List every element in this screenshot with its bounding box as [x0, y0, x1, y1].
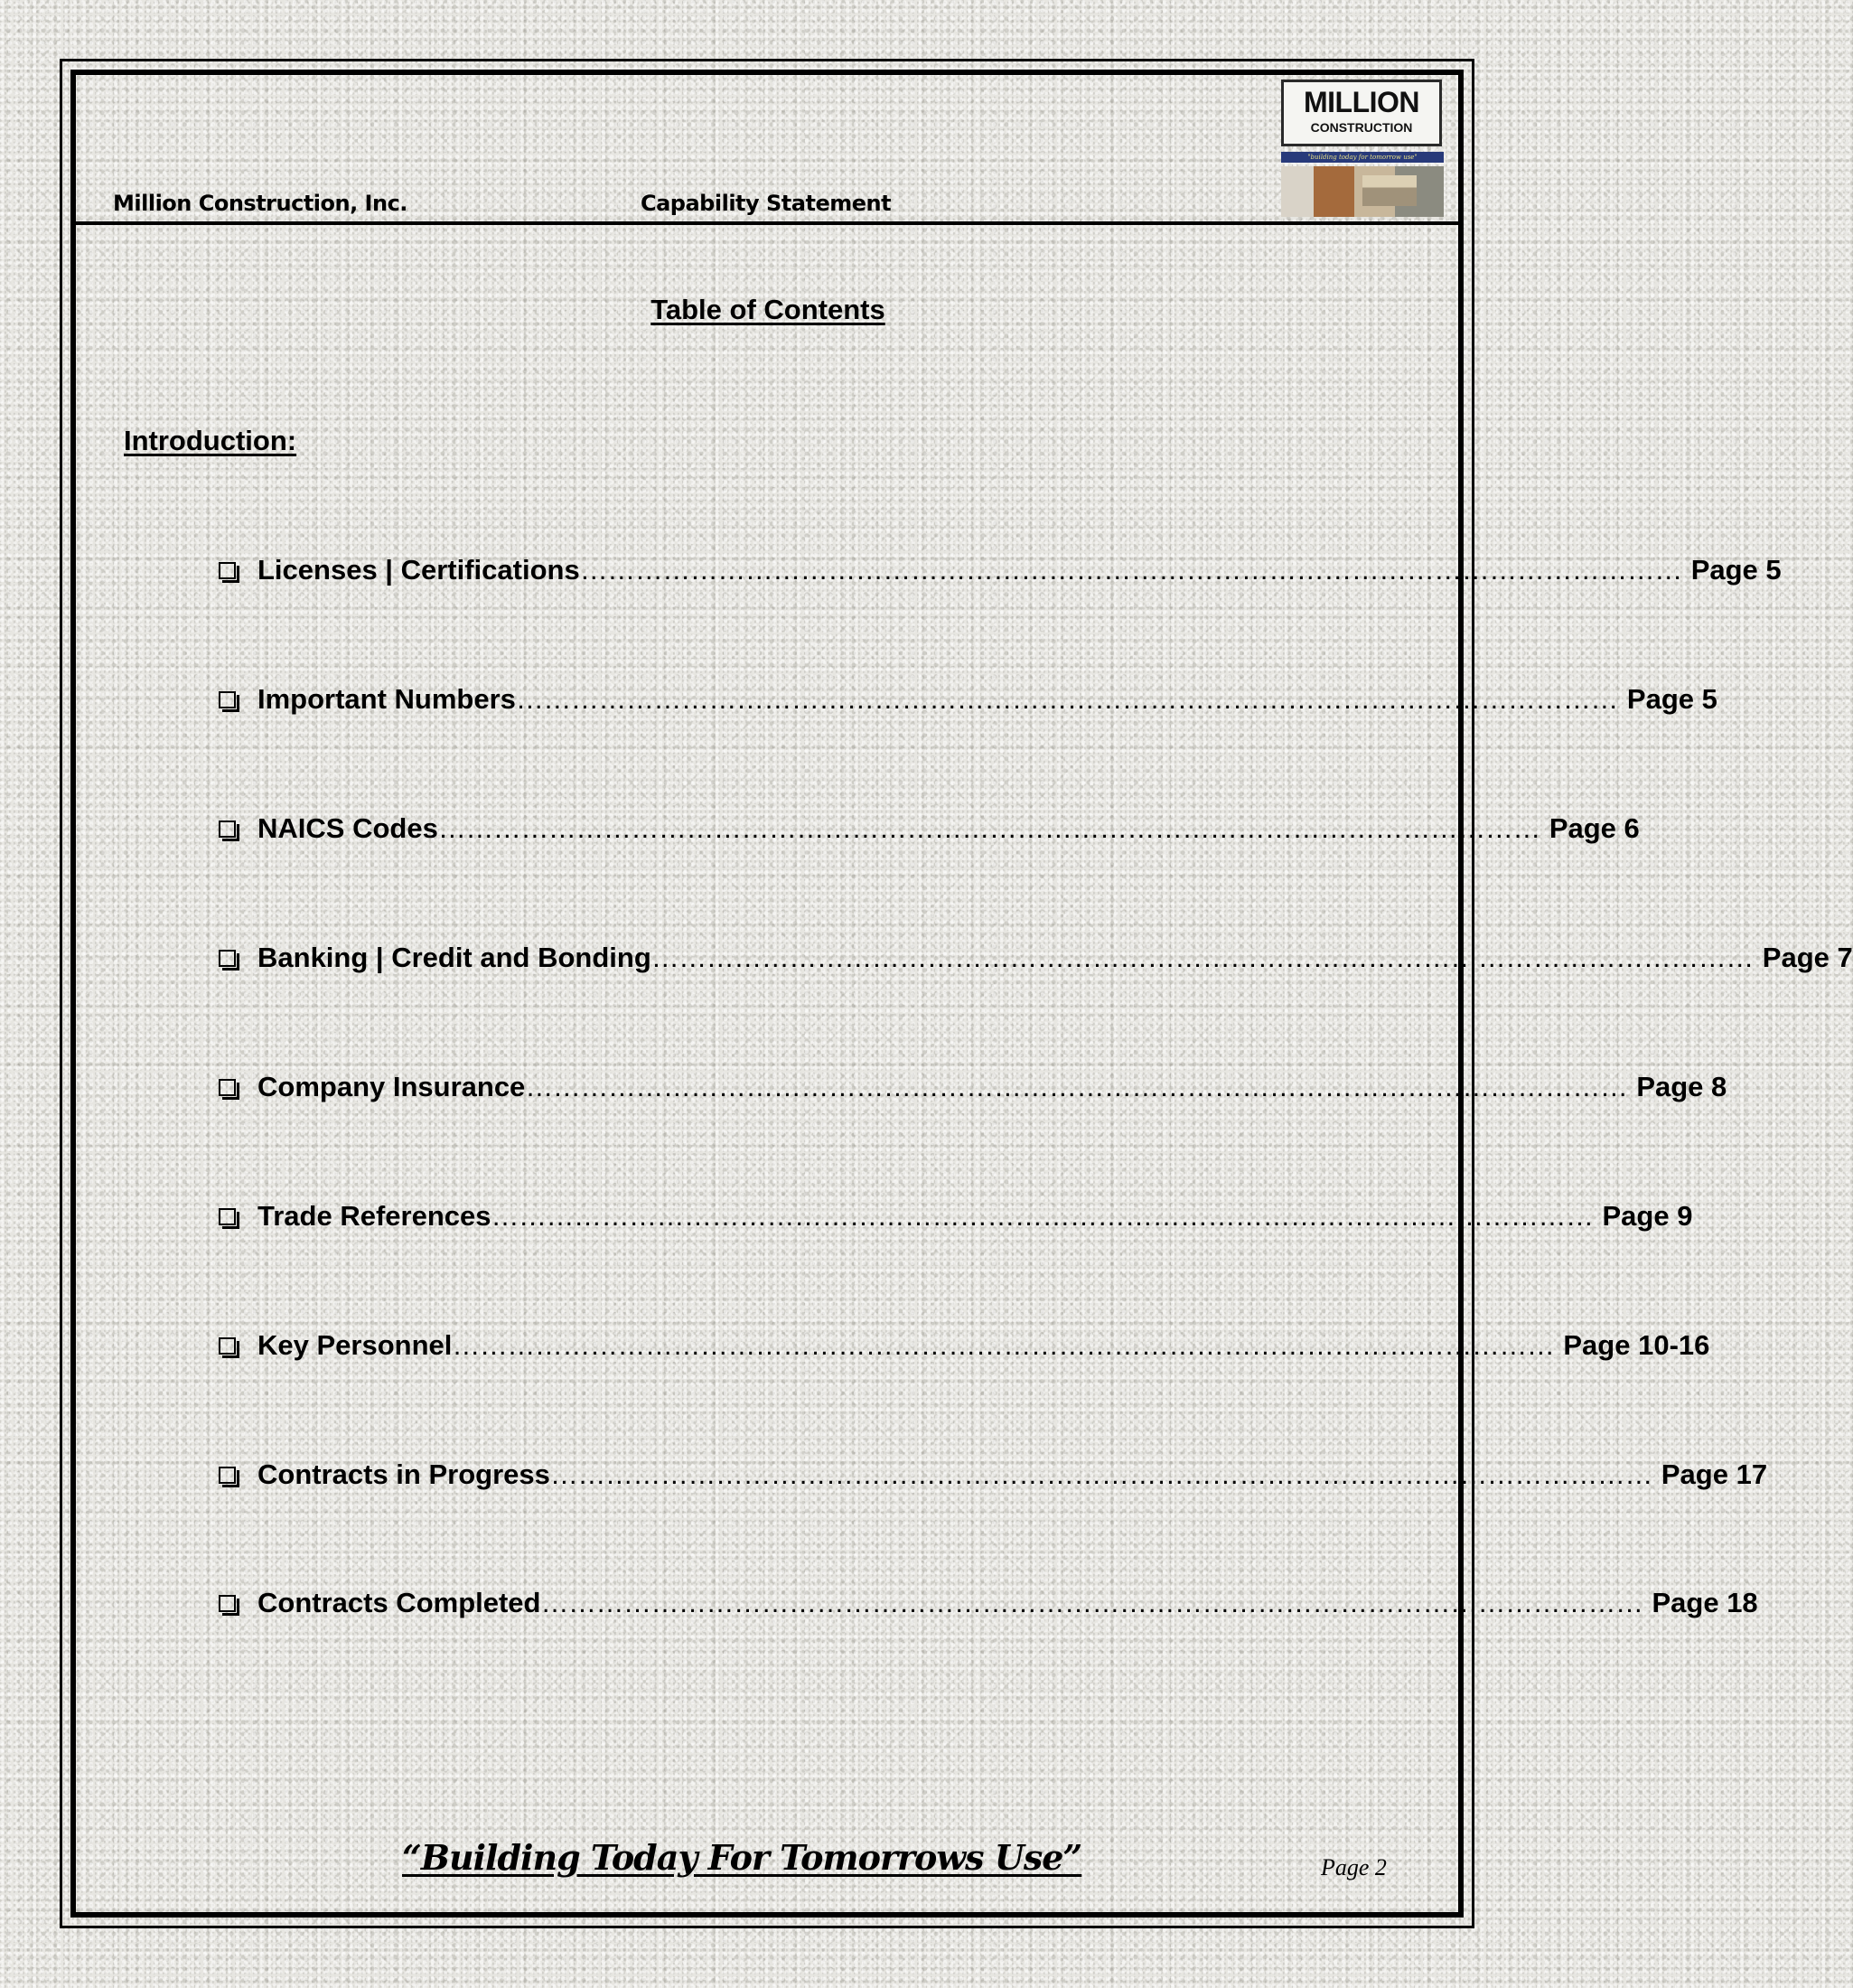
page-inner-border	[70, 70, 1464, 1918]
toc-item-label: NAICS Codes	[257, 812, 438, 844]
toc-leader-dots: …………………………………………………………………………………………………………	[525, 1071, 1628, 1102]
toc-leader-dots: …………………………………………………………………………………………………………	[437, 812, 1540, 844]
toc-item-page: Page 7	[1762, 942, 1853, 973]
toc-item	[219, 1069, 1727, 1105]
toc-item	[219, 811, 1640, 847]
toc-item-label: Important Numbers	[257, 683, 516, 715]
toc-item-label: Trade References	[257, 1200, 491, 1232]
checkbox-icon	[219, 1079, 236, 1096]
toc-item-page: Page 5	[1690, 554, 1782, 586]
toc-item-label: Contracts Completed	[257, 1587, 541, 1618]
logo-tagline: "building today for tomorrow use"	[1281, 152, 1444, 163]
checkbox-icon	[219, 562, 236, 579]
toc-leader-dots: …………………………………………………………………………………………………………	[491, 1200, 1594, 1232]
toc-section-heading: Introduction:	[124, 425, 297, 456]
toc-item	[219, 552, 1782, 588]
toc-leader-dots: …………………………………………………………………………………………………………	[515, 683, 1618, 715]
toc-leader-dots: …………………………………………………………………………………………………………	[650, 942, 1754, 973]
toc-item-label: Licenses | Certifications	[257, 554, 580, 586]
checkbox-icon	[219, 950, 236, 967]
company-logo	[1281, 80, 1446, 217]
toc-leader-dots: …………………………………………………………………………………………………………	[540, 1587, 1643, 1618]
toc-item-label: Key Personnel	[257, 1329, 453, 1361]
toc-item-page: Page 5	[1626, 683, 1717, 715]
toc-item	[219, 681, 1717, 717]
toc-item-label: Contracts in Progress	[257, 1458, 550, 1490]
toc-leader-dots: …………………………………………………………………………………………………………	[549, 1458, 1652, 1490]
logo-wordmark-box	[1281, 80, 1442, 146]
checkbox-icon	[219, 821, 236, 838]
footer-slogan: “Building Today For Tomorrows Use”	[402, 1837, 1082, 1878]
header-document-title: Capability Statement	[641, 191, 892, 216]
checkbox-icon	[219, 1337, 236, 1355]
toc-item-label: Banking | Credit and Bonding	[257, 942, 651, 973]
toc-item	[219, 1327, 1710, 1364]
checkbox-icon	[219, 1467, 236, 1484]
toc-title: Table of Contents	[650, 294, 885, 325]
logo-word-construction: CONSTRUCTION	[1310, 120, 1413, 135]
toc-item-page: Page 9	[1602, 1200, 1693, 1232]
header-company-name: Million Construction, Inc.	[113, 191, 407, 216]
toc-leader-dots: …………………………………………………………………………………………………………	[452, 1329, 1555, 1361]
logo-building-photos	[1281, 166, 1444, 217]
toc-item	[219, 940, 1853, 976]
toc-item	[219, 1457, 1768, 1493]
toc-item-page: Page 6	[1549, 812, 1640, 844]
toc-item	[219, 1198, 1693, 1234]
footer-page-number: Page 2	[1321, 1854, 1387, 1880]
checkbox-icon	[219, 1595, 236, 1612]
toc-item-page: Page 10-16	[1563, 1329, 1710, 1361]
toc-item	[219, 1585, 1758, 1621]
checkbox-icon	[219, 1208, 236, 1225]
header-divider	[76, 221, 1458, 225]
toc-item-page: Page 8	[1636, 1071, 1727, 1102]
toc-item-page: Page 17	[1661, 1458, 1768, 1490]
toc-item-page: Page 18	[1652, 1587, 1758, 1618]
toc-item-label: Company Insurance	[257, 1071, 526, 1102]
logo-word-million: MILLION	[1303, 86, 1420, 118]
toc-leader-dots: …………………………………………………………………………………………………………	[579, 554, 1682, 586]
checkbox-icon	[219, 691, 236, 708]
